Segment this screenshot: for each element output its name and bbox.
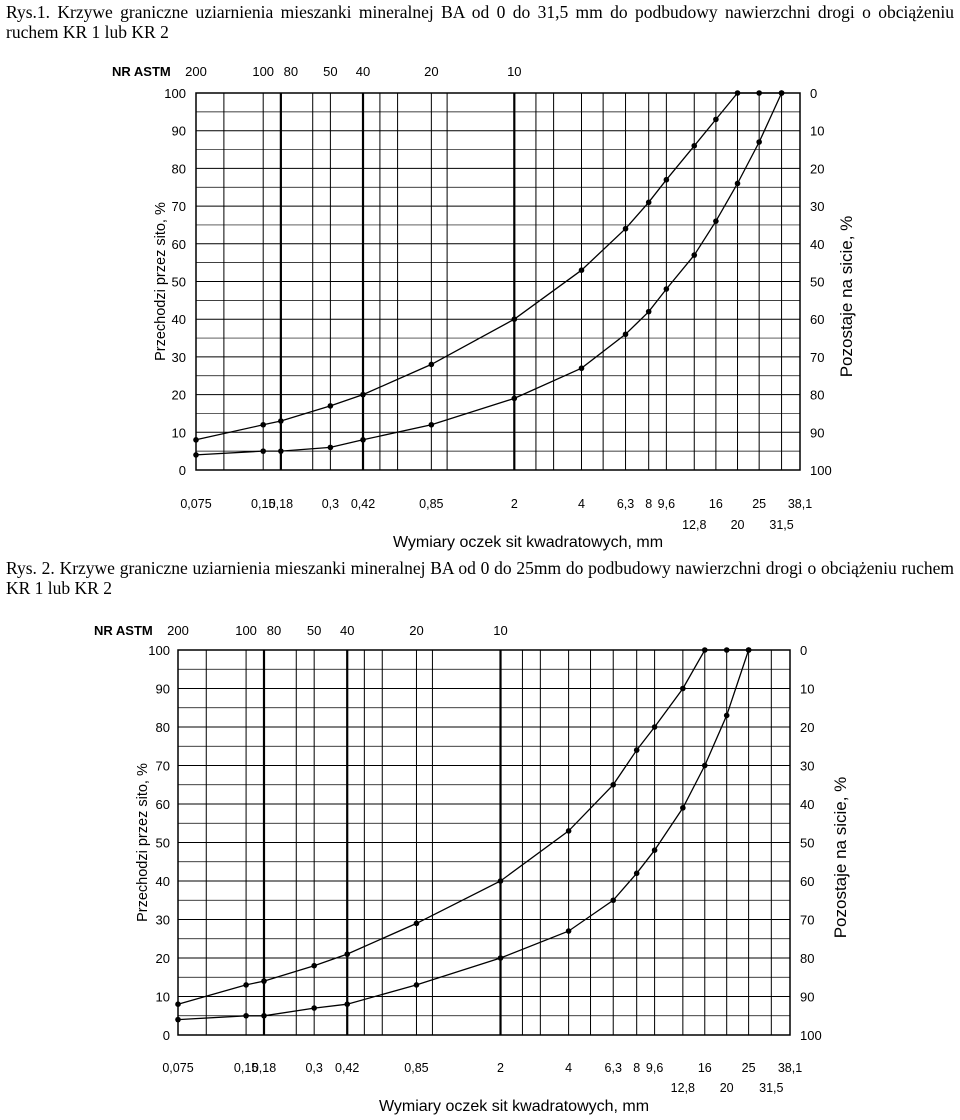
figure-2-number: Rys. 2. [6, 558, 55, 578]
data-point [724, 713, 730, 719]
data-point [702, 763, 708, 769]
data-point [261, 978, 267, 984]
data-point [278, 418, 284, 424]
data-point [193, 437, 199, 443]
x-tick-label: 2 [497, 1061, 504, 1075]
y-tick-label-right: 30 [810, 199, 825, 215]
data-point [623, 226, 629, 232]
astm-label: NR ASTM [94, 623, 153, 638]
data-point [735, 90, 741, 96]
figure-2-caption [6, 558, 954, 598]
data-point [344, 1001, 350, 1007]
y-axis-title: Przechodzi przez sito, % [153, 202, 169, 361]
data-point [328, 403, 334, 409]
astm-tick-label: 50 [323, 64, 338, 79]
astm-tick-label: 200 [185, 64, 207, 79]
y-axis-title-right: Pozostaje na sicie, % [831, 776, 850, 939]
astm-tick-label: 20 [424, 64, 439, 79]
y-tick-label-right: 80 [810, 387, 825, 403]
y-tick-label-right: 0 [800, 643, 808, 658]
data-point [680, 686, 686, 692]
x-tick-label: 0,42 [350, 497, 376, 511]
astm-tick-label: 100 [252, 64, 275, 79]
data-point [779, 90, 785, 96]
data-point [713, 218, 719, 224]
astm-label: NR ASTM [112, 64, 171, 79]
y-tick-label-right: 50 [800, 835, 815, 851]
y-tick-label: 20 [155, 951, 170, 966]
y-tick-label-right: 60 [800, 874, 815, 889]
y-tick-label: 100 [148, 643, 170, 658]
y-tick-label-right: 100 [800, 1028, 822, 1043]
data-point [175, 1001, 181, 1007]
astm-tick-label: 50 [306, 623, 322, 638]
y-tick-label-right: 80 [800, 951, 815, 966]
y-tick-label: 50 [155, 835, 170, 851]
data-point [311, 1005, 317, 1011]
x-tick-label: 0,075 [180, 497, 212, 511]
data-point [260, 448, 266, 454]
y-tick-label-right: 100 [810, 463, 832, 478]
data-point [579, 365, 585, 371]
y-axis-title: Przechodzi przez sito, % [135, 763, 151, 922]
y-tick-label: 40 [171, 312, 186, 328]
figure-1-caption-text: Krzywe graniczne uziarnienia mieszanki mineralnej BA od 0 do 31,5 mm do podbudowy nawierzchni drogi o obciążeniu ruchem KR 1 lub KR 2 [6, 2, 955, 42]
astm-tick-label: 10 [507, 64, 522, 79]
x-tick-label: 16 [697, 1061, 712, 1075]
y-tick-label-right: 60 [810, 312, 825, 328]
x-tick-label: 8 [645, 497, 653, 511]
y-tick-label-right: 40 [800, 797, 815, 812]
astm-tick-label: 40 [339, 623, 355, 638]
x-tick-label: 38,1 [787, 497, 813, 511]
y-tick-label: 0 [178, 463, 186, 478]
x-tick-label: 0,85 [404, 1061, 429, 1075]
astm-tick-label: 80 [266, 623, 282, 638]
y-tick-label: 30 [171, 349, 186, 365]
data-point [702, 647, 708, 653]
astm-tick-label: 100 [235, 623, 257, 638]
x-tick-label-lower: 12,8 [682, 518, 707, 532]
x-tick-label: 4 [578, 497, 585, 511]
y-tick-label: 10 [171, 425, 186, 441]
data-point [652, 724, 658, 730]
y-tick-label-right: 40 [810, 236, 825, 252]
y-tick-label: 30 [155, 912, 170, 928]
data-point [566, 928, 572, 934]
data-point [646, 200, 652, 206]
x-tick-label: 9,6 [657, 497, 676, 511]
data-point [579, 267, 585, 273]
x-axis-title: Wymiary oczek sit kwadratowych, mm [378, 1098, 650, 1115]
data-point [652, 847, 658, 853]
data-point [664, 177, 670, 183]
x-axis-title: Wymiary oczek sit kwadratowych, mm [392, 534, 664, 551]
y-tick-label-right: 70 [800, 912, 815, 928]
x-tick-label: 4 [565, 1061, 573, 1075]
data-point [328, 445, 334, 451]
x-tick-label: 0,15 [233, 1061, 259, 1075]
astm-tick-label: 20 [409, 623, 424, 638]
x-tick-label: 0,18 [268, 497, 294, 511]
y-tick-label: 90 [155, 681, 170, 697]
data-point [634, 871, 640, 877]
data-point [175, 1017, 181, 1023]
data-point [414, 982, 420, 988]
data-point [414, 921, 420, 927]
figure-1-caption [6, 2, 954, 42]
x-tick-label: 2 [510, 497, 518, 511]
data-point [735, 181, 741, 187]
y-tick-label: 60 [171, 236, 186, 252]
data-point [243, 982, 249, 988]
figure-1-number: Rys.1. [6, 2, 51, 22]
y-tick-label-right: 20 [800, 720, 815, 735]
data-point [664, 286, 670, 292]
data-point [360, 392, 366, 398]
x-tick-label: 16 [708, 497, 723, 511]
data-point [646, 309, 652, 315]
x-tick-label: 6,3 [616, 497, 635, 511]
y-tick-label: 70 [171, 199, 186, 215]
astm-tick-label: 200 [167, 623, 189, 638]
data-point [243, 1013, 249, 1019]
y-tick-label: 70 [155, 758, 170, 774]
x-tick-label: 6,3 [604, 1061, 622, 1075]
data-point [344, 951, 350, 957]
astm-tick-label: 40 [355, 64, 371, 79]
data-point [610, 782, 616, 788]
x-tick-label-lower: 20 [719, 1081, 734, 1095]
y-tick-label-right: 70 [810, 349, 825, 365]
x-tick-label: 25 [752, 497, 767, 511]
x-tick-label: 0,15 [251, 497, 276, 511]
data-point [429, 422, 435, 428]
data-point [724, 647, 730, 653]
data-point [746, 647, 752, 653]
data-point [261, 1013, 267, 1019]
x-tick-label-lower: 31,5 [769, 518, 794, 532]
data-point [278, 448, 284, 454]
data-point [691, 143, 697, 149]
data-point [713, 117, 719, 123]
data-point [193, 452, 199, 458]
data-point [691, 252, 697, 258]
y-tick-label-right: 0 [810, 86, 818, 101]
astm-tick-label: 80 [283, 64, 299, 79]
x-tick-label: 0,42 [335, 1061, 360, 1075]
y-tick-label: 100 [164, 86, 186, 101]
y-tick-label-right: 10 [810, 123, 825, 139]
data-point [680, 805, 686, 811]
grid [196, 93, 800, 470]
y-tick-label: 80 [155, 720, 170, 735]
grading-chart-2 [0, 600, 960, 1120]
data-point [634, 747, 640, 753]
data-point [566, 828, 572, 834]
x-tick-label: 8 [633, 1061, 641, 1075]
y-tick-label-right: 30 [800, 758, 815, 774]
data-point [512, 396, 518, 402]
y-axis-title-right: Pozostaje na sicie, % [837, 215, 856, 378]
grading-chart-1 [0, 45, 960, 565]
data-point [311, 963, 317, 969]
y-tick-label-right: 20 [810, 161, 825, 177]
x-tick-label: 0,18 [251, 1061, 277, 1075]
figure-2-caption-text: Krzywe graniczne uziarnienia mieszanki mineralnej BA od 0 do 25mm do podbudowy nawierzchni drogi o obciążeniu ruchem KR 1 lub KR 2 [6, 558, 954, 598]
x-tick-label: 0,85 [419, 497, 444, 511]
y-tick-label: 50 [171, 274, 186, 290]
data-point [756, 90, 762, 96]
data-point [360, 437, 366, 443]
x-tick-label: 0,075 [162, 1061, 194, 1075]
y-tick-label: 10 [155, 989, 170, 1005]
x-tick-label-lower: 12,8 [670, 1081, 696, 1095]
series-lower [175, 647, 751, 1022]
x-tick-label: 0,3 [321, 497, 340, 511]
data-point [610, 897, 616, 903]
y-tick-label-right: 50 [810, 274, 825, 290]
y-tick-label-right: 90 [800, 989, 815, 1005]
x-tick-label: 9,6 [645, 1061, 664, 1075]
y-tick-label: 40 [155, 874, 170, 889]
y-tick-label-right: 90 [810, 425, 825, 441]
grid [178, 650, 790, 1035]
y-tick-label: 90 [171, 123, 186, 139]
y-tick-label: 80 [171, 161, 186, 177]
x-tick-label: 38,1 [777, 1061, 803, 1075]
y-tick-label: 60 [155, 797, 170, 812]
x-tick-label-lower: 20 [730, 518, 745, 532]
series-upper [175, 647, 751, 1007]
x-tick-label-lower: 31,5 [759, 1081, 784, 1095]
y-tick-label-right: 10 [800, 681, 815, 697]
y-tick-label: 0 [162, 1028, 170, 1043]
data-point [260, 422, 266, 428]
data-point [623, 331, 629, 337]
data-point [498, 878, 504, 884]
x-tick-label: 0,3 [305, 1061, 323, 1075]
data-point [512, 316, 518, 322]
data-point [429, 362, 435, 368]
y-tick-label: 20 [171, 387, 186, 403]
astm-tick-label: 10 [493, 623, 508, 638]
data-point [756, 139, 762, 145]
x-tick-label: 25 [741, 1061, 756, 1075]
data-point [498, 955, 504, 961]
